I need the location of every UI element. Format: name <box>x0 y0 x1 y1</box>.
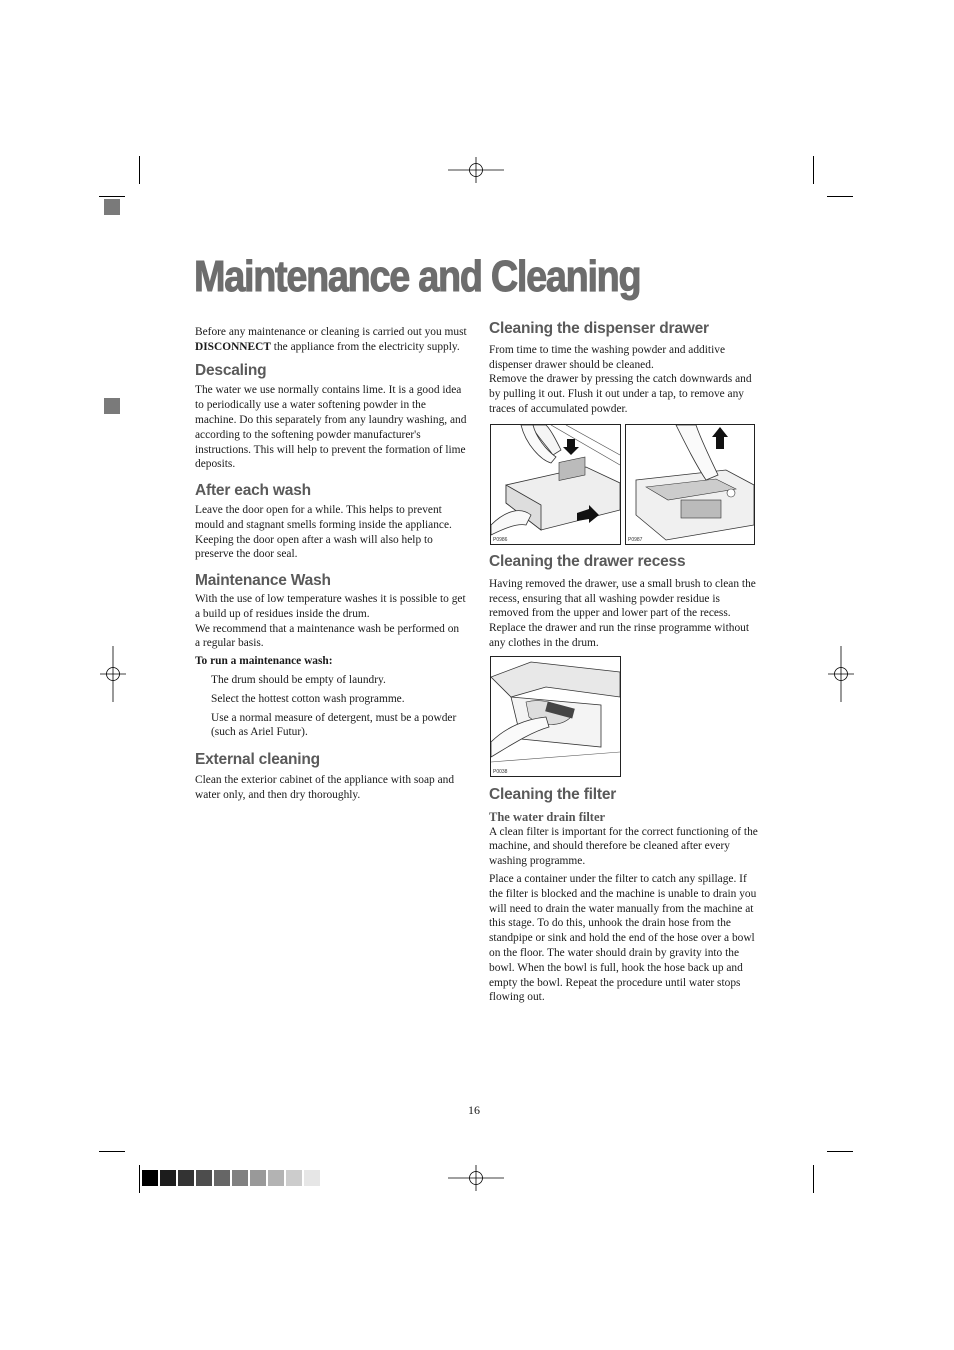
color-swatch <box>304 1170 320 1186</box>
filter-heading: Cleaning the filter <box>489 786 617 803</box>
dispenser-drawer-section <box>489 322 759 417</box>
filter-text-2: Place a container under the filter to catch any spillage. If the filter is blocked and the machine is unable to drain you will need to drain the water manually from the machine at this stage. To do this, unhook the drain hose from the standpipe or sink and hold the end of the hose over a bowl on the floor. The water should drain by gravity into the bowl. When the bowl is full, hook the hose back up and empty the bowl. Repeat the procedure until water stops flowing out. <box>489 872 757 1004</box>
drawer-recess-heading: Cleaning the drawer recess <box>489 553 686 570</box>
figure-code: P0038 <box>493 769 508 775</box>
color-swatch <box>196 1170 212 1186</box>
registration-mark-icon <box>448 1165 504 1191</box>
recess-brush-image <box>491 657 620 776</box>
maintenance-step: Select the hottest cotton wash programme. <box>211 692 405 705</box>
crop-mark <box>813 1165 814 1193</box>
registration-mark-icon <box>448 157 504 183</box>
dispenser-drawer-text-2: Remove the drawer by pressing the catch downwards and by pulling it out. Flush it out under a tap, to remove any traces of accumulated powder. <box>489 373 752 415</box>
figure-code: P0986 <box>493 537 508 543</box>
drawer-pull-out-image <box>626 425 754 544</box>
section-marker <box>104 199 120 215</box>
crop-mark <box>99 1151 125 1152</box>
maintenance-step: Use a normal measure of detergent, must be a powder (such as Ariel Futur). <box>211 711 457 739</box>
drain-filter-subheading: The water drain filter <box>489 809 606 824</box>
drawer-recess-section <box>489 555 759 651</box>
maintenance-wash-text-1: With the use of low temperature washes it is possible to get a build up of residues inside the drum. <box>195 592 466 620</box>
dispenser-drawer-heading: Cleaning the dispenser drawer <box>489 320 709 337</box>
registration-mark-icon <box>100 646 126 702</box>
color-swatch <box>160 1170 176 1186</box>
crop-mark <box>827 196 853 197</box>
page-title: Maintenance and Cleaning <box>194 252 641 301</box>
color-swatch <box>142 1170 158 1186</box>
drawer-recess-text: Having removed the drawer, use a small brush to clean the recess, ensuring that all washing powder residue is removed from the upper and lower part of the recess. Replace the drawer and run the rinse programme without any clothes in the drum. <box>489 577 756 649</box>
crop-mark <box>139 156 140 184</box>
drawer-flush-illustration <box>625 424 755 545</box>
recess-cleaning-illustration <box>490 656 621 777</box>
color-swatch <box>286 1170 302 1186</box>
registration-mark-icon <box>828 646 854 702</box>
external-cleaning-heading: External cleaning <box>195 751 320 769</box>
color-swatch <box>250 1170 266 1186</box>
descaling-heading: Descaling <box>195 361 267 379</box>
maintenance-wash-subheading: To run a maintenance wash: <box>195 655 333 668</box>
descaling-text: The water we use normally contains lime. It is a good idea to periodically use a water softening powder in the machine. Do this separately from any laundry washing, and according to the softening powder manufacturer's instructions. This will help to prevent the formation of lime deposits. <box>195 384 467 471</box>
after-wash-heading: After each wash <box>195 482 311 500</box>
crop-mark <box>99 196 125 197</box>
drawer-press-catch-image <box>491 425 620 544</box>
external-cleaning-text: Clean the exterior cabinet of the appliance with soap and water only, and then dry thoroughly. <box>195 773 455 801</box>
filter-text-1: A clean filter is important for the correct functioning of the machine, and should therefore be cleaned after every washing programme. <box>489 825 758 868</box>
maintenance-wash-heading: Maintenance Wash <box>195 572 331 590</box>
left-column <box>195 325 467 803</box>
dispenser-drawer-text-1: From time to time the washing powder and additive dispenser drawer should be cleaned. <box>489 343 725 371</box>
drawer-removal-illustration <box>490 424 621 545</box>
maintenance-wash-text-2: We recommend that a maintenance wash be performed on a regular basis. <box>195 622 460 650</box>
crop-mark <box>139 1165 140 1193</box>
color-swatch <box>232 1170 248 1186</box>
page-number: 16 <box>468 1103 480 1117</box>
maintenance-step: The drum should be empty of laundry. <box>211 673 386 686</box>
color-swatch <box>214 1170 230 1186</box>
filter-section <box>489 788 761 1005</box>
crop-mark <box>813 156 814 184</box>
section-marker <box>104 398 120 414</box>
crop-mark <box>827 1151 853 1152</box>
color-swatch <box>268 1170 284 1186</box>
intro-text: Before any maintenance or cleaning is carried out you must DISCONNECT the appliance from the electricity supply. <box>195 326 467 353</box>
after-wash-text: Leave the door open for a while. This helps to prevent mould and stagnant smells forming inside the appliance. Keeping the door open after a wash will also help to preserve the door seal. <box>195 503 452 561</box>
color-swatch <box>178 1170 194 1186</box>
figure-code: P0987 <box>628 537 643 543</box>
